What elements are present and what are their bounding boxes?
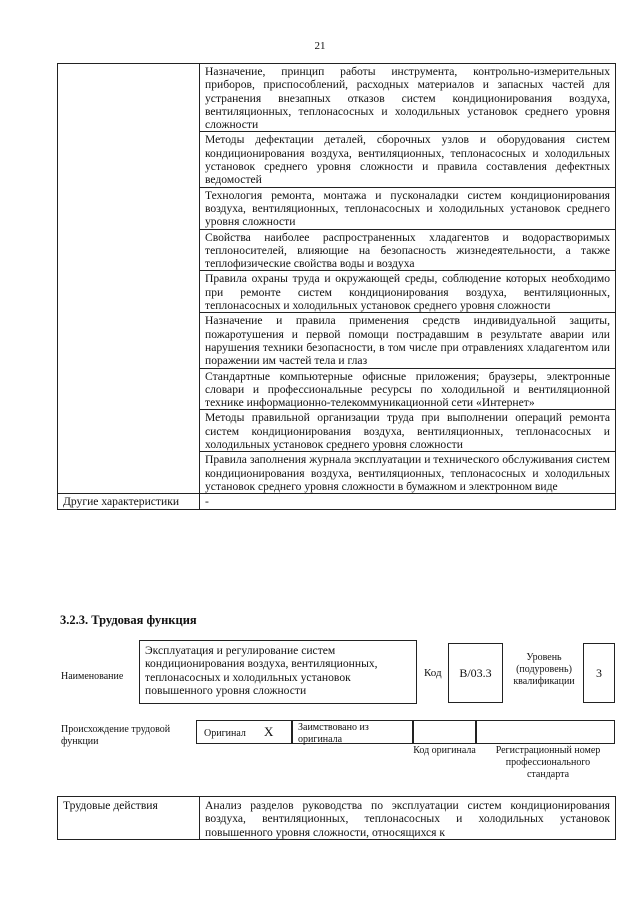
original-mark: X (264, 724, 274, 739)
labor-actions-label: Трудовые действия (58, 797, 200, 840)
knowledge-item: Методы дефектации деталей, сборочных узлов и оборудования систем кондиционирования воздуха, вентиляционных, теплонасосных и холодильных установок среднего уровня сложности и правила составления дефектных ведомостей (200, 132, 616, 187)
section-title: 3.2.3. Трудовая функция (60, 613, 197, 627)
knowledge-item: Назначение и правила применения средств индивидуальной защиты, пожаротушения и первой помощи пострадавшим в результате аварии или нарушения техники безопасности, в том числе при отравлениях хладагентом или поражении им частей тела и глаз (200, 313, 616, 368)
code-original-label: Код оригинала (413, 745, 476, 756)
code-label: Код (424, 667, 442, 679)
reg-number-cell (476, 720, 615, 744)
other-characteristics-value: - (200, 494, 616, 509)
original-label: Оригинал (204, 728, 246, 739)
labor-actions-table (57, 796, 616, 840)
code-value: B/03.3 (448, 643, 503, 703)
knowledge-item: Технология ремонта, монтажа и пусконаладки систем кондиционирования воздуха, вентиляционных, теплонасосных и холодильных установок среднего уровня сложности (200, 187, 616, 229)
table-row (58, 797, 616, 840)
knowledge-label-cell (58, 64, 200, 494)
code-original-cell (413, 720, 476, 744)
table-row (58, 64, 616, 132)
knowledge-table (57, 63, 616, 510)
borrowed-label: Заимствовано из оригинала (292, 720, 413, 744)
knowledge-item: Назначение, принцип работы инструмента, контрольно-измерительных приборов, приспособлений, расходных материалов и запасных частей для устранения внезапных отказов систем кондиционирования воздуха, вентиляционных, теплонасосных и холодильных установок среднего уровня сложности (200, 64, 616, 132)
qualification-level-value: 3 (583, 643, 615, 703)
function-name-value: Эксплуатация и регулирование систем кондиционирования воздуха, вентиляционных, теплонасосных и холодильных установок повышенного уровня сложности (139, 640, 417, 704)
reg-number-label: Регистрационный номер профессионального стандарта (495, 745, 601, 780)
other-characteristics-label: Другие характеристики (58, 494, 200, 509)
page-number: 21 (314, 40, 326, 52)
labor-actions-text: Анализ разделов руководства по эксплуатации систем кондиционирования воздуха, вентиляционных, теплонасосных и холодильных установок повышенного уровня сложности, относящихся к (200, 797, 616, 840)
origin-label: Происхождение трудовой функции (61, 724, 171, 747)
table-row (58, 494, 616, 509)
knowledge-item: Свойства наиболее распространенных хладагентов и водорастворимых теплоносителей, влияющие на безопасность жизнедеятельности, а также теплофизические свойства воды и воздуха (200, 229, 616, 271)
knowledge-item: Методы правильной организации труда при выполнении операций ремонта систем кондиционирования воздуха, вентиляционных, теплонасосных и холодильных установок среднего уровня сложности (200, 410, 616, 452)
knowledge-item: Правила охраны труда и окружающей среды, соблюдение которых необходимо при ремонте систем кондиционирования воздуха, вентиляционных, теплонасосных и холодильных установок среднего уровня сложности (200, 271, 616, 313)
name-label: Наименование (61, 671, 124, 682)
knowledge-item: Правила заполнения журнала эксплуатации и технического обслуживания систем кондиционирования воздуха, вентиляционных, теплонасосных и холодильных установок среднего уровня сложности в бумажном и электронном виде (200, 452, 616, 494)
knowledge-item: Стандартные компьютерные офисные приложения; браузеры, электронные словари и профессиональные ресурсы по холодильной и вентиляционной технике информационно-телекоммуникационной сети «Интернет» (200, 368, 616, 410)
qualification-level-label: Уровень (подуровень) квалификации (513, 652, 575, 687)
